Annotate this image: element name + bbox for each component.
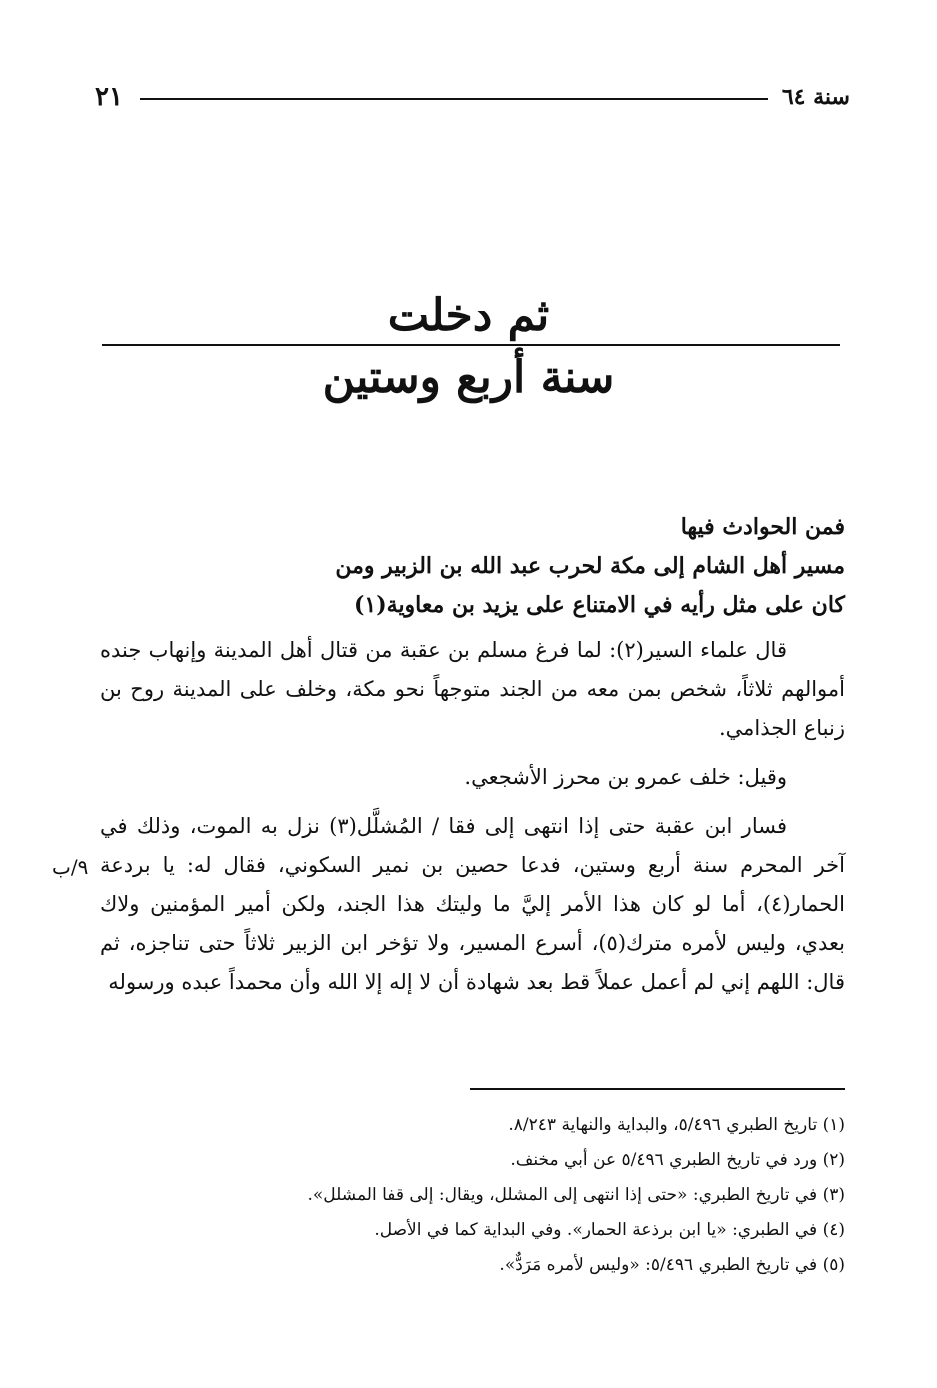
footnote: (٢) ورد في تاريخ الطبري ٥/٤٩٦ عن أبي مخنف. (510, 1150, 845, 1170)
page-number: ٢١ (95, 82, 123, 112)
running-title: سنة ٦٤ (781, 84, 850, 110)
footnotes (300, 1108, 845, 1283)
paragraph: وقيل: خلف عمرو بن محرز الأشجعي. (464, 765, 787, 789)
manuscript-folio-note: ٩/ب (52, 855, 89, 879)
body-text (100, 508, 845, 1002)
paragraph: فسار ابن عقبة حتى إذا انتهى إلى فقا / المُشلَّل(٣) نزل به الموت، وذلك في آخر المحرم سنة أربع وستين، فدعا حصين بن نمير السكوني، فقال له: يا بردعة الحمار(٤)، أما لو كان هذا الأمر إليَّ ما وليتك هذا الجند، ولكن أمير المؤمنين ولاك بعدي، وليس لأمره مترك(٥)، أسرع المسير، ولا تؤخر ابن الزبير ثلاثاً حتى تناجزه، ثم قال: اللهم إني لم أعمل عملاً قط بعد شهادة أن لا إله إلا الله وأن محمداً عبده ورسوله (100, 814, 845, 994)
section-title-line: فمن الحوادث فيها (680, 514, 845, 540)
footnote: (٤) في الطبري: «يا ابن برذعة الحمار». وفي البداية كما في الأصل. (374, 1220, 845, 1240)
chapter-subheading: سنة أربع وستين (322, 352, 615, 403)
footnote: (١) تاريخ الطبري ٥/٤٩٦، والبداية والنهاية ٨/٢٤٣. (508, 1115, 845, 1135)
footnote-divider (470, 1088, 845, 1090)
heading-divider (102, 344, 840, 346)
running-header (95, 82, 850, 116)
chapter-heading: ثم دخلت (387, 290, 550, 341)
footnote: (٥) في تاريخ الطبري ٥/٤٩٦: «وليس لأمره مَرَدٌّ». (499, 1255, 845, 1275)
section-title-line: كان على مثل رأيه في الامتناع على يزيد بن معاوية(١) (353, 592, 845, 618)
section-title (100, 508, 845, 625)
footnote: (٣) في تاريخ الطبري: «حتى إذا انتهى إلى المشلل، ويقال: إلى قفا المشلل». (307, 1185, 845, 1205)
header-rule (140, 98, 768, 100)
paragraph: قال علماء السير(٢): لما فرغ مسلم بن عقبة من قتال أهل المدينة وإنهاب جنده أموالهم ثلاثاً، شخص بمن معه من الجند متوجهاً نحو مكة، وخلف على المدينة روح بن زنباع الجذامي. (100, 638, 845, 740)
section-title-line: مسير أهل الشام إلى مكة لحرب عبد الله بن الزبير ومن (335, 553, 845, 579)
